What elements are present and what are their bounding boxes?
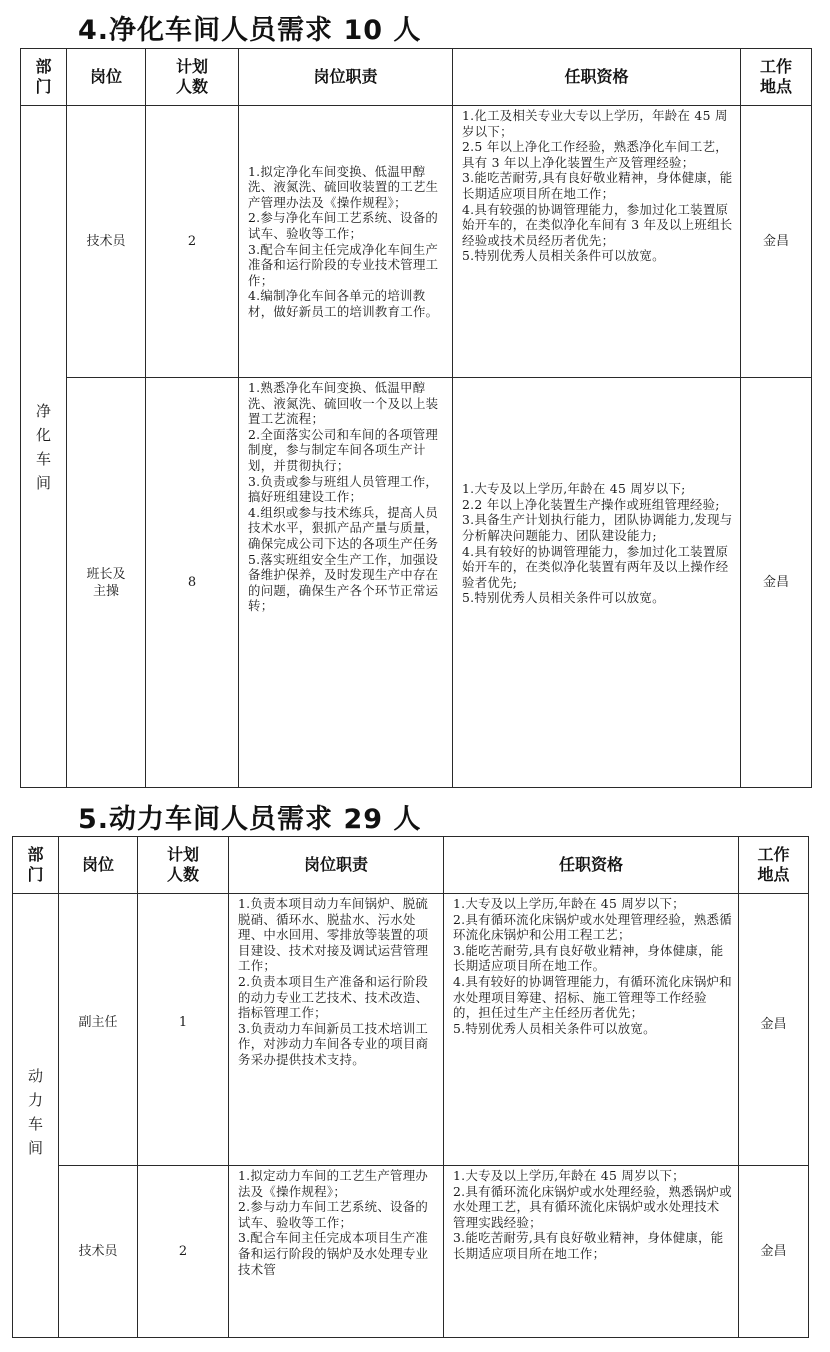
header-qualifications: 任职资格 (444, 837, 739, 894)
header-qualifications: 任职资格 (453, 49, 741, 106)
position-cell: 副主任 (59, 894, 138, 1166)
table-row (21, 378, 812, 788)
table-row (21, 106, 812, 378)
header-location: 工作 地点 (739, 837, 809, 894)
department-char: 净 (35, 401, 51, 420)
planned-count-cell: 1 (138, 894, 229, 1166)
qualifications-cell: 1.大专及以上学历,年龄在 45 周岁以下； 2.具有循环流化床锅炉或水处理管理经验，熟悉循环流化床锅炉和公用工程工艺； 3.能吃苦耐劳,具有良好敬业精神，身体健康，能长期适应项目所在地工作。 4.具有较好的协调管理能力，有循环流化床锅炉和水处理项目筹建、招标、施工管理等工作经验的，担任过生产主任经历者优先； 5.特别优秀人员相关条件可以放宽。 (444, 894, 739, 1166)
header-dept: 部 门 (13, 837, 59, 894)
section-title: 5.动力车间人员需求 29 人 (78, 804, 422, 835)
duties-cell: 1.熟悉净化车间变换、低温甲醇洗、液氮洗、硫回收一个及以上装置工艺流程； 2.全面落实公司和车间的各项管理制度，参与制定车间各项生产计划，并贯彻执行； 3.负责或参与班组人员管理工作，搞好班组建设工作； 4.组织或参与技术练兵，提高人员技术水平，狠抓产品产量与质量，确保完成公司下达的各项生产任务 5.落实班组安全生产工作，加强设备维护保养，及时发现生产中存在的问题，确保生产各个环节正常运转； (239, 378, 453, 788)
position-cell: 技术员 (67, 106, 146, 378)
department-char: 力 (27, 1091, 43, 1109)
duties-cell: 1.拟定动力车间的工艺生产管理办法及《操作规程》； 2.参与动力车间工艺系统、设备的试车、验收等工作； 3.配合车间主任完成本项目生产准备和运行阶段的锅炉及水处理专业技术管 (229, 1166, 444, 1338)
header-planned-count: 计划 人数 (146, 49, 239, 106)
header-duties: 岗位职责 (229, 837, 444, 894)
section-title: 4.净化车间人员需求 10 人 (78, 15, 422, 46)
qualifications-cell: 1.大专及以上学历,年龄在 45 周岁以下; 2.2 年以上净化装置生产操作或班组管理经验; 3.具备生产计划执行能力，团队协调能力,发现与分析解决问题能力、团队建设能力; 4.具有较好的协调管理能力，参加过化工装置原始开车的，在类似净化装置有两年及以上操作经验者优先; 5.特别优秀人员相关条件可以放宽。 (453, 378, 741, 788)
department-char: 车 (27, 1115, 43, 1133)
header-planned-count: 计划 人数 (138, 837, 229, 894)
department-name (13, 1064, 58, 1160)
header-position: 岗位 (59, 837, 138, 894)
planned-count-cell: 2 (138, 1166, 229, 1338)
staffing-table-purification (20, 48, 812, 788)
department-name (21, 399, 66, 495)
department-char: 车 (35, 449, 51, 468)
header-location: 工作 地点 (741, 49, 812, 106)
planned-count-cell: 8 (146, 378, 239, 788)
qualifications-cell: 1.化工及相关专业大专以上学历，年龄在 45 周岁以下； 2.5 年以上净化工作经验，熟悉净化车间工艺，具有 3 年以上净化装置生产及管理经验； 3.能吃苦耐劳,具有良好敬业精神，身体健康，能长期适应项目所在地工作； 4.具有较强的协调管理能力，参加过化工装置原始开车的，在类似净化车间有 3 年及以上班组长经验或技术员经历者优先； 5.特别优秀人员相关条件可以放宽。 (453, 106, 741, 378)
department-cell (13, 894, 59, 1338)
header-duties: 岗位职责 (239, 49, 453, 106)
duties-cell: 1.拟定净化车间变换、低温甲醇洗、液氮洗、硫回收装置的工艺生产管理办法及《操作规程》； 2.参与净化车间工艺系统、设备的试车、验收等工作； 3.配合车间主任完成净化车间生产准备和运行阶段的专业技术管理工作； 4.编制净化车间各单元的培训教材，做好新员工的培训教育工作。 (239, 106, 453, 378)
department-char: 间 (27, 1139, 43, 1157)
planned-count-cell: 2 (146, 106, 239, 378)
department-char: 化 (35, 425, 51, 444)
location-cell: 金昌 (739, 894, 809, 1166)
header-position: 岗位 (67, 49, 146, 106)
qualifications-cell: 1.大专及以上学历,年龄在 45 周岁以下； 2.具有循环流化床锅炉或水处理经验，熟悉锅炉或水处理工艺，具有循环流化床锅炉或水处理技术管理实践经验； 3.能吃苦耐劳,具有良好敬业精神，身体健康，能长期适应项目所在地工作； (444, 1166, 739, 1338)
position-cell: 技术员 (59, 1166, 138, 1338)
department-char: 间 (35, 473, 51, 492)
department-char: 动 (27, 1067, 43, 1085)
department-cell (21, 106, 67, 788)
position-cell: 班长及 主操 (67, 378, 146, 788)
table-row (13, 894, 809, 1166)
location-cell: 金昌 (741, 106, 812, 378)
staffing-table-power (12, 836, 809, 1338)
duties-cell: 1.负责本项目动力车间锅炉、脱硫脱硝、循环水、脱盐水、污水处理、中水回用、零排放等装置的项目建设、技术对接及调试运营管理工作； 2.负责本项目生产准备和运行阶段的动力专业工艺技术、技术改造、指标管理工作； 3.负责动力车间新员工技术培训工作，对涉动力车间各专业的项目商务采办提供技术支持。 (229, 894, 444, 1166)
table-header-row (13, 837, 809, 894)
location-cell: 金昌 (741, 378, 812, 788)
table-row (13, 1166, 809, 1338)
location-cell: 金昌 (739, 1166, 809, 1338)
table-header-row (21, 49, 812, 106)
header-dept: 部 门 (21, 49, 67, 106)
